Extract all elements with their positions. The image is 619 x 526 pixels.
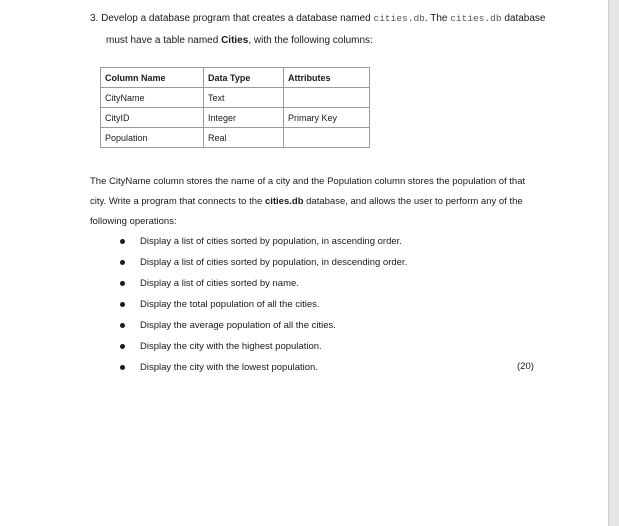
paragraph-text: city. Write a program that connects to the xyxy=(90,196,265,207)
table-row xyxy=(101,88,370,108)
table-cell xyxy=(284,128,370,148)
db-name-bold: cities.db xyxy=(264,196,304,207)
list-item xyxy=(120,298,407,319)
paragraph-line-3: following operations: xyxy=(90,216,177,227)
list-item-text: Display a list of cities sorted by population, in ascending order. xyxy=(140,236,402,247)
bullet-icon xyxy=(120,302,125,307)
db-name-code: cities.db xyxy=(450,13,502,24)
question-text: must have a table named xyxy=(106,35,222,46)
header-data-type: Data Type xyxy=(204,68,284,88)
question-line-2 xyxy=(106,35,373,46)
list-item-text: Display the total population of all the cities. xyxy=(140,299,320,310)
list-item xyxy=(120,319,407,340)
marks-label: (20) xyxy=(517,361,534,372)
list-item-text: Display the city with the highest population. xyxy=(140,341,322,352)
operations-list xyxy=(120,235,407,382)
table-cell: Text xyxy=(204,88,284,108)
question-text-mid: . The xyxy=(424,13,451,24)
list-item xyxy=(120,277,407,298)
table-cell: Real xyxy=(204,128,284,148)
table-name: Cities xyxy=(221,35,249,46)
table-header-row xyxy=(101,68,370,88)
list-item xyxy=(120,256,407,277)
bullet-icon xyxy=(120,344,125,349)
paragraph-line-2 xyxy=(90,196,523,207)
header-column-name: Column Name xyxy=(101,68,204,88)
list-item-text: Display the average population of all the cities. xyxy=(140,320,336,331)
list-item xyxy=(120,340,407,361)
question-text-end: database xyxy=(501,13,546,24)
table-row xyxy=(101,108,370,128)
paragraph-line-1: The CityName column stores the name of a city and the Population column stores the population of that xyxy=(90,176,526,187)
list-item-text: Display a list of cities sorted by population, in descending order. xyxy=(140,257,408,268)
table-cell xyxy=(284,88,370,108)
bullet-icon xyxy=(120,281,125,286)
scrollbar-track[interactable] xyxy=(608,0,619,526)
question-text-start: Develop a database program that creates a database named xyxy=(101,13,374,24)
table-cell: CityID xyxy=(101,108,204,128)
bullet-icon xyxy=(120,239,125,244)
bullet-icon xyxy=(120,323,125,328)
list-item xyxy=(120,361,407,382)
list-item-text: Display the city with the lowest population. xyxy=(140,362,318,373)
question-number: 3. xyxy=(90,13,99,24)
db-name-code: cities.db xyxy=(373,13,425,24)
bullet-icon xyxy=(120,365,125,370)
table-cell: CityName xyxy=(101,88,204,108)
paragraph-text: database, and allows the user to perform any of the xyxy=(303,196,523,207)
list-item xyxy=(120,235,407,256)
table-cell: Primary Key xyxy=(284,108,370,128)
table-cell: Population xyxy=(101,128,204,148)
table-row xyxy=(101,128,370,148)
header-attributes: Attributes xyxy=(284,68,370,88)
bullet-icon xyxy=(120,260,125,265)
question-text: , with the following columns: xyxy=(248,35,373,46)
list-item-text: Display a list of cities sorted by name. xyxy=(140,278,299,289)
table-cell: Integer xyxy=(204,108,284,128)
question-line-1 xyxy=(90,13,545,24)
columns-table xyxy=(100,67,370,148)
